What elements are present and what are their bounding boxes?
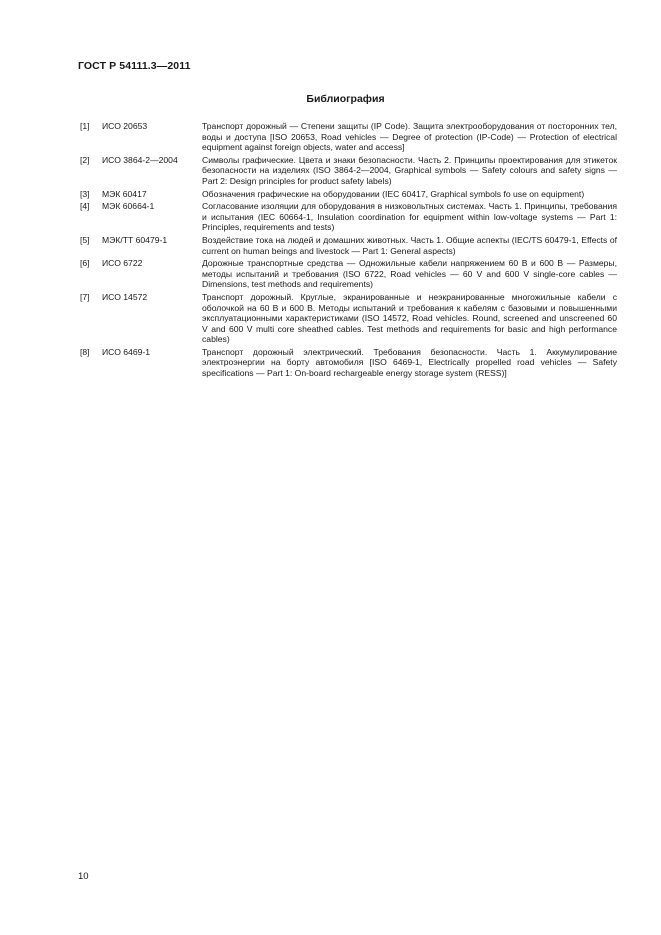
entry-text: Обозначения графические на оборудовании (IEC 60417, Graphical symbols fo use on equipment) xyxy=(202,188,585,199)
entry-standard: ИСО 6722 xyxy=(102,258,143,269)
entry-text: Транспорт дорожный электрический. Требования безопасности. Часть 1. Аккумулирование электроэнергии на борту автомобиля [ISO 6469-1, Electrically propelled road vehicles — Safety specifications — Part 1: On-board rechargeable energy storage system (RESS)] xyxy=(202,346,617,379)
bibliography-entry xyxy=(80,189,617,200)
document-header: ГОСТ Р 54111.3—2011 xyxy=(78,60,191,72)
entry-number: [5] xyxy=(80,234,90,245)
entry-number: [2] xyxy=(80,154,90,165)
entry-text: Воздействие тока на людей и домашних животных. Часть 1. Общие аспекты (IEC/TS 60479-1, Effects of current on human beings and livestock — Part 1: General aspects) xyxy=(202,234,617,256)
entry-number: [3] xyxy=(80,188,90,199)
entry-text: Транспорт дорожный — Степени защиты (IP Code). Защита электрооборудования от посторонних тел, воды и доступа [ISO 20653, Road vehicles — Degree of protection (IP-Code) — Protection of electrical equipment against foreign objects, water and access] xyxy=(202,121,617,153)
bibliography-entry xyxy=(80,121,617,153)
page-number: 10 xyxy=(78,871,89,882)
bibliography-entry xyxy=(80,155,617,187)
bibliography-entry xyxy=(80,201,617,233)
bibliography-entry xyxy=(80,292,617,345)
entry-text: Транспорт дорожный. Круглые, экранированные и неэкранированные многожильные кабели с оболочкой на 60 В и 600 В. Методы испытаний и требования к кабелям с базовыми и повышенными эксплуатационными характеристиками (ISO 14572, Road vehicles. Round, screened and unscreened 60 V and 600 V multi core sheathed cables. Test methods and requirements for basic and high performance cables) xyxy=(202,291,617,345)
entry-standard: ИСО 20653 xyxy=(102,121,148,131)
entry-text: Дорожные транспортные средства — Одножильные кабели напряжением 60 В и 600 В — Размеры, методы испытаний и требования (ISO 6722, Road vehicles — 60 V and 600 V single-core cables — Dimensions, test methods and requirements) xyxy=(202,258,617,290)
entry-number: [8] xyxy=(80,346,90,357)
entry-standard: ИСО 14572 xyxy=(102,291,148,302)
bibliography-list xyxy=(80,121,617,381)
entry-standard: МЭК/ТТ 60479-1 xyxy=(102,234,168,245)
entry-number: [6] xyxy=(80,258,90,269)
entry-number: [1] xyxy=(80,121,90,131)
bibliography-title: Библиография xyxy=(306,93,385,105)
entry-standard: МЭК 60664-1 xyxy=(102,201,155,212)
entry-text: Символы графические. Цвета и знаки безопасности. Часть 2. Принципы проектирования для этикеток безопасности на изделиях (ISO 3864-2—2004, Graphical symbols — Safety colours and safety signs — Part 2: Design principles for product safety labels) xyxy=(202,154,617,186)
bibliography-entry xyxy=(80,347,617,379)
entry-number: [7] xyxy=(80,291,90,302)
entry-standard: ИСО 3864-2—2004 xyxy=(102,154,178,165)
entry-number: [4] xyxy=(80,201,90,212)
entry-standard: ИСО 6469-1 xyxy=(102,346,151,357)
entry-standard: МЭК 60417 xyxy=(102,188,147,199)
entry-text: Согласование изоляции для оборудования в низковольтных системах. Часть 1. Принципы, требования и испытания (IEC 60664-1, Insulation coordination for equipment within low-voltage systems — Part 1: Principles, requirements and tests) xyxy=(202,201,617,233)
bibliography-entry xyxy=(80,235,617,256)
bibliography-entry xyxy=(80,258,617,290)
